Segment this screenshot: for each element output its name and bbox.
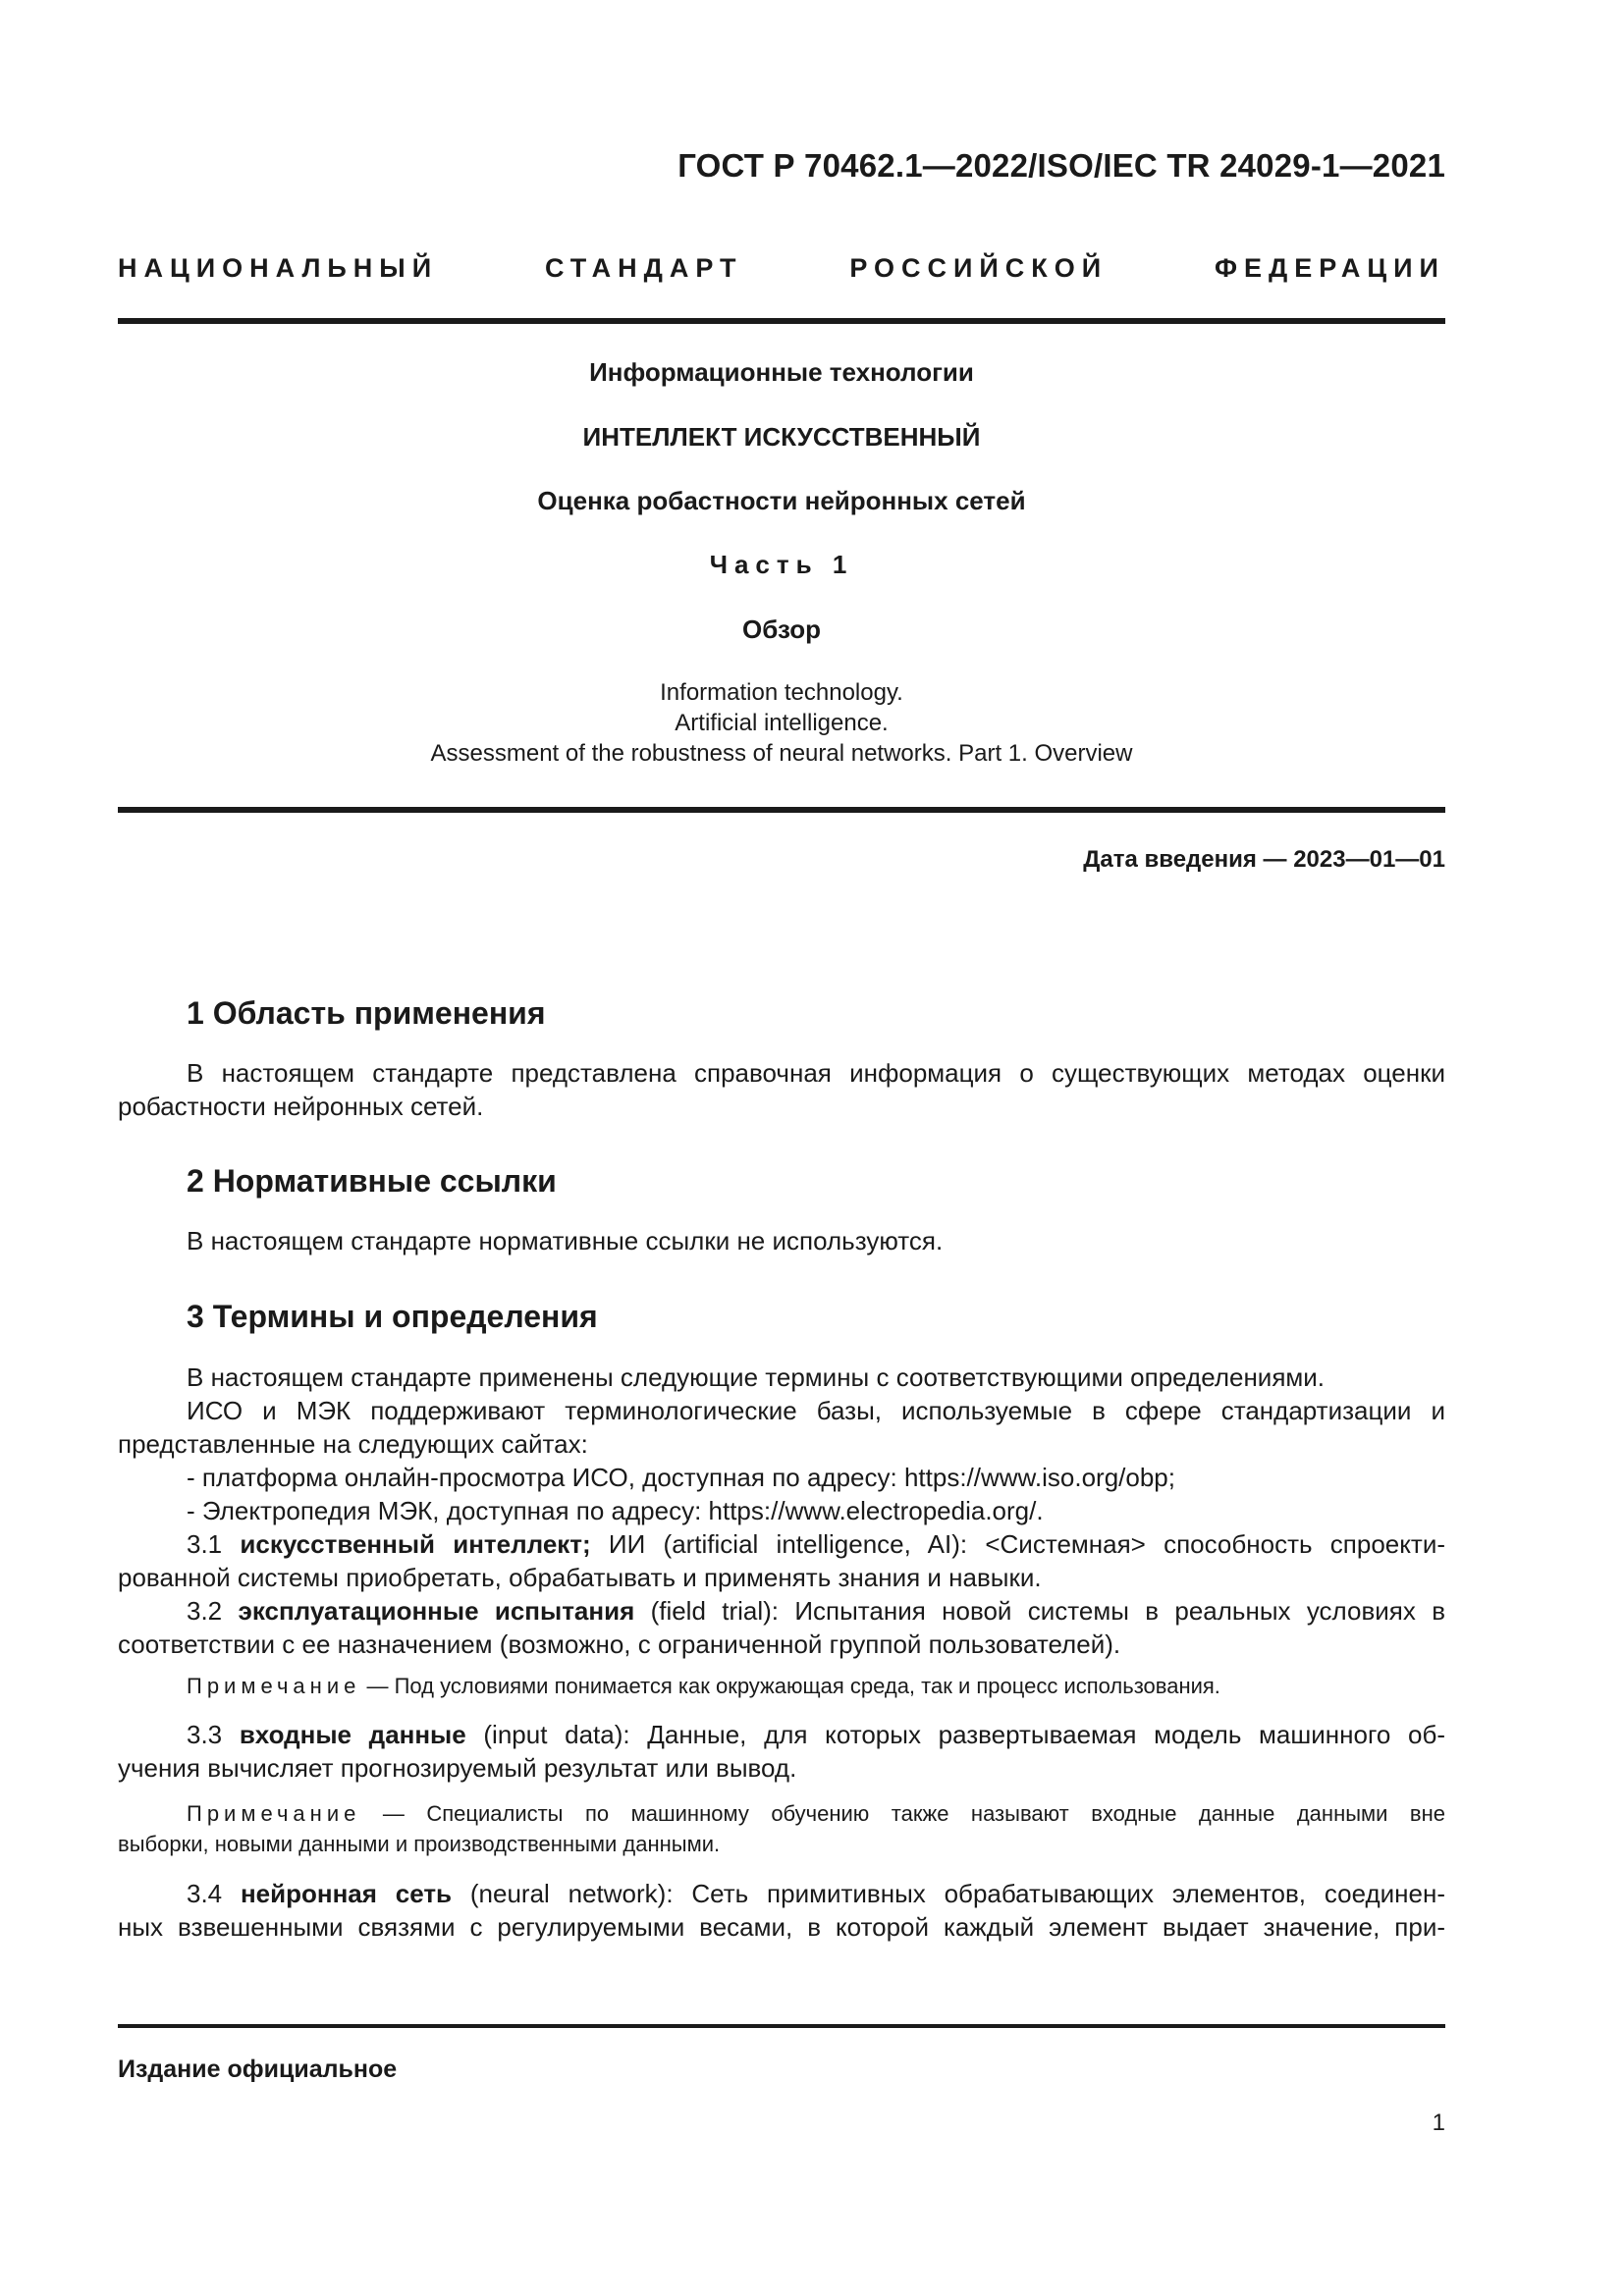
english-title-line: Information technology.: [660, 679, 903, 706]
title-subtitle: Обзор: [742, 614, 821, 644]
national-standard-title: [118, 253, 1445, 284]
term-name: эксплуатационные испытания: [238, 1596, 635, 1626]
text-line: В настоящем стандарте применены следующие термины с соответствующими определениями.: [187, 1362, 1326, 1392]
text-line: учения вычисляет прогнозируемый результат или вывод.: [118, 1753, 797, 1783]
note-text: — Под условиями понимается как окружающая среда, так и процесс использования.: [360, 1674, 1220, 1698]
middle-divider: [118, 807, 1445, 813]
english-title: [118, 677, 1445, 769]
term-3-4-block: [118, 1877, 1445, 1944]
english-title-line: Artificial intelligence.: [675, 710, 889, 736]
note-text: выборки, новыми данными и производственными данными.: [118, 1832, 721, 1856]
national-word: РОССИЙСКОЙ: [849, 253, 1109, 283]
official-edition-label: Издание официальное: [118, 2056, 398, 2083]
list-item: - платформа онлайн-просмотра ИСО, доступная по адресу: https://www.iso.org/obp;: [187, 1463, 1175, 1492]
page-number: 1: [1432, 2109, 1445, 2136]
section-3-heading: 3 Термины и определения: [187, 1299, 598, 1334]
text-line: В настоящем стандарте представлена справочная информация о существующих методах оценки: [187, 1058, 1445, 1088]
text-line: рованной системы приобретать, обрабатывать и применять знания и навыки.: [118, 1563, 1042, 1592]
section-3-intro: [118, 1361, 1445, 1661]
introduction-date: Дата введения — 2023—01—01: [1083, 846, 1445, 873]
note-label: Примечание: [187, 1674, 361, 1698]
english-title-line: Assessment of the robustness of neural networks. Part 1. Overview: [430, 740, 1133, 767]
list-item: - Электропедия МЭК, доступная по адресу: https://www.electropedia.org/.: [187, 1496, 1044, 1525]
national-word: ФЕДЕРАЦИИ: [1215, 253, 1445, 283]
term-name: нейронная сеть: [240, 1879, 453, 1908]
term-definition: (neural network): Сеть примитивных обрабатывающих элементов, соединен-: [452, 1879, 1445, 1908]
title-line-1: Информационные технологии: [589, 357, 974, 387]
term-3-2: [118, 1594, 1445, 1628]
text-line: ИСО и МЭК поддерживают терминологические базы, используемые в сфере стандартизации и: [187, 1396, 1445, 1425]
top-divider: [118, 318, 1445, 324]
national-word: НАЦИОНАЛЬНЫЙ: [118, 253, 439, 283]
term-number: 3.1: [187, 1529, 241, 1559]
section-2-text: [118, 1224, 1445, 1257]
note-label: Примечание: [187, 1801, 361, 1826]
title-line-2: ИНТЕЛЛЕКТ ИСКУССТВЕННЫЙ: [582, 422, 981, 452]
footer-divider: [118, 2024, 1445, 2028]
text-line: представленные на следующих сайтах:: [118, 1429, 588, 1459]
national-word: СТАНДАРТ: [544, 253, 743, 283]
term-3-1: [118, 1527, 1445, 1561]
term-name: входные данные: [239, 1720, 466, 1749]
term-number: 3.2: [187, 1596, 239, 1626]
term-number: 3.3: [187, 1720, 240, 1749]
title-part: Часть 1: [709, 550, 854, 579]
term-3-3: [118, 1718, 1445, 1751]
term-number: 3.4: [187, 1879, 241, 1908]
title-line-3: Оценка робастности нейронных сетей: [537, 486, 1026, 515]
term-definition: ИИ (artificial intelligence, AI): <Системная> способность спроекти-: [590, 1529, 1446, 1559]
text-line: ных взвешенными связями с регулируемыми весами, в которой каждый элемент выдает значение, при-: [118, 1912, 1445, 1942]
note-1: [118, 1671, 1445, 1701]
term-name: искусственный интеллект;: [240, 1529, 591, 1559]
section-1-heading: 1 Область применения: [187, 995, 546, 1031]
text-line: робастности нейронных сетей.: [118, 1092, 484, 1121]
text-line: В настоящем стандарте нормативные ссылки не используются.: [187, 1226, 944, 1255]
term-3-3-block: [118, 1718, 1445, 1785]
section-1-text: [118, 1056, 1445, 1123]
gost-number: ГОСТ Р 70462.1—2022/ISO/IEC TR 24029-1—2021: [677, 147, 1445, 184]
note-text: — Специалисты по машинному обучению также называют входные данные данными вне: [360, 1801, 1445, 1826]
term-definition: (field trial): Испытания новой системы в реальных условиях в: [634, 1596, 1446, 1626]
section-2-heading: 2 Нормативные ссылки: [187, 1163, 557, 1199]
text-line: соответствии с ее назначением (возможно, с ограниченной группой пользователей).: [118, 1629, 1121, 1659]
term-definition: (input data): Данные, для которых развертываемая модель машинного об-: [465, 1720, 1445, 1749]
note-2: [118, 1798, 1445, 1859]
term-3-4: [118, 1877, 1445, 1910]
